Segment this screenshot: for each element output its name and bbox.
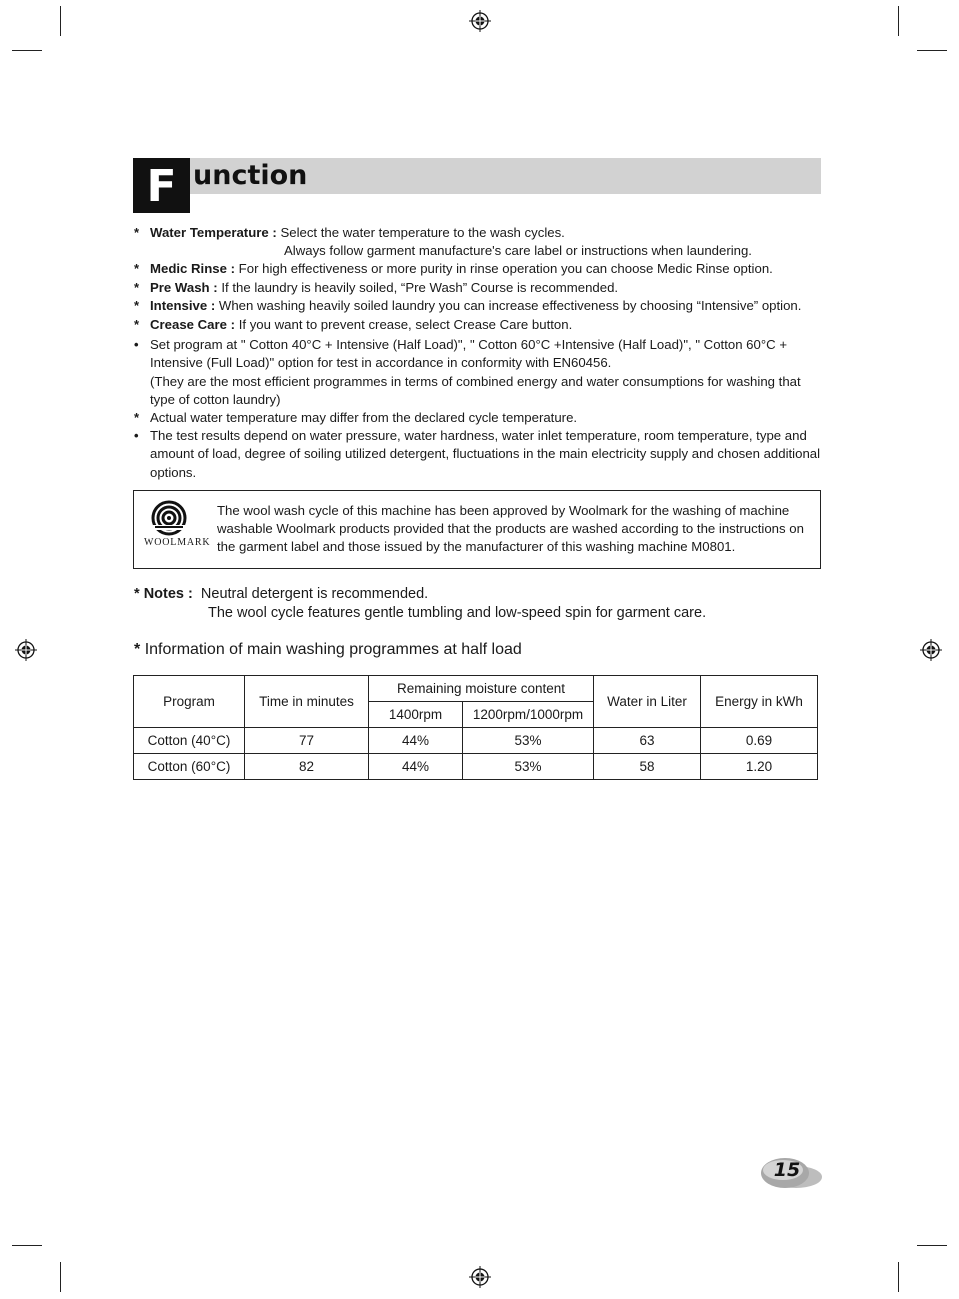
header-energy: Energy in kWh bbox=[701, 676, 818, 728]
notes-label: Notes : bbox=[143, 586, 193, 602]
registration-mark-icon bbox=[920, 639, 942, 661]
header-1400rpm: 1400rpm bbox=[369, 702, 463, 728]
header-program: Program bbox=[134, 676, 245, 728]
item-text: Select the water temperature to the wash cycles. bbox=[276, 225, 565, 240]
table-row bbox=[134, 728, 818, 754]
bullet: * bbox=[134, 261, 140, 277]
bullet: * bbox=[134, 317, 140, 333]
title-initial: F bbox=[133, 158, 190, 213]
item-text: If you want to prevent crease, select Crease Care button. bbox=[235, 317, 573, 333]
notes-line1: Neutral detergent is recommended. bbox=[200, 586, 429, 602]
woolmark-logo-icon bbox=[151, 500, 187, 536]
item-text: If the laundry is heavily soiled, “Pre Wash” Course is recommended. bbox=[217, 279, 619, 295]
cell-moisture-1200: 53% bbox=[463, 754, 594, 780]
list-item bbox=[134, 279, 824, 297]
notes-line2: The wool cycle features gentle tumbling and low-speed spin for garment care. bbox=[208, 604, 707, 621]
crop-mark bbox=[60, 6, 61, 36]
cell-program: Cotton (40°C) bbox=[134, 728, 245, 754]
woolmark-logo-label: WOOLMARK bbox=[144, 537, 211, 548]
woolmark-text: The wool wash cycle of this machine has been approved by Woolmark for the washing of machine washable Woolmark products provided that the products are washed according to the instructions on the garment label and those issued by the manufacturer of this washing machine M0801. bbox=[217, 503, 804, 555]
cell-program: Cotton (60°C) bbox=[134, 754, 245, 780]
cell-time: 77 bbox=[245, 728, 369, 754]
cell-energy: 0.69 bbox=[701, 728, 818, 754]
heading-bullet: * bbox=[134, 641, 141, 658]
item-label: Water Temperature : bbox=[150, 225, 277, 240]
bullet: • bbox=[134, 428, 139, 444]
cell-time: 82 bbox=[245, 754, 369, 780]
cell-moisture-1200: 53% bbox=[463, 728, 594, 754]
table-row bbox=[134, 754, 818, 780]
item-text: For high effectiveness or more purity in rinse operation you can choose Medic Rinse option. bbox=[235, 261, 773, 277]
cell-water: 63 bbox=[594, 728, 701, 754]
list-item bbox=[134, 336, 824, 372]
bullet: • bbox=[134, 337, 139, 353]
page-title: unction bbox=[193, 160, 308, 191]
crop-mark bbox=[917, 50, 947, 51]
crop-mark bbox=[917, 1245, 947, 1246]
heading-text: Information of main washing programmes at half load bbox=[144, 641, 522, 658]
cell-water: 58 bbox=[594, 754, 701, 780]
header-1200rpm: 1200rpm/1000rpm bbox=[463, 702, 594, 728]
list-item bbox=[134, 427, 824, 482]
list-item bbox=[134, 224, 824, 242]
programme-table bbox=[133, 675, 818, 780]
item-text: (They are the most efficient programmes in terms of combined energy and water consumptions for washing that type of cotton laundry) bbox=[150, 373, 801, 407]
crop-mark bbox=[12, 50, 42, 51]
cell-moisture-1400: 44% bbox=[369, 728, 463, 754]
item-label: Medic Rinse : bbox=[150, 261, 236, 277]
bullet: * bbox=[134, 225, 140, 240]
item-text: Set program at " Cotton 40°C + Intensive (Half Load)", " Cotton 60°C +Intensive (Half Load)", " Cotton 60°C + Intensive (Full Load)" option for test in accordance in conformity with EN60456. bbox=[150, 337, 788, 371]
crop-mark bbox=[12, 1245, 42, 1246]
list-item bbox=[134, 242, 824, 260]
page-number: 15 bbox=[773, 1159, 801, 1181]
header-moisture: Remaining moisture content bbox=[369, 676, 594, 702]
item-label: Crease Care : bbox=[150, 317, 236, 333]
list-item bbox=[134, 297, 824, 315]
crop-mark bbox=[60, 1262, 61, 1292]
notes-bullet: * bbox=[134, 586, 140, 602]
item-text: When washing heavily soiled laundry you can increase effectiveness by choosing “Intensive” option. bbox=[215, 297, 802, 313]
item-text: Always follow garment manufacture's care label or instructions when laundering. bbox=[284, 243, 752, 259]
bullet: * bbox=[134, 410, 140, 426]
registration-mark-icon bbox=[469, 1266, 491, 1288]
bullet: * bbox=[134, 279, 140, 295]
table-header-row bbox=[134, 676, 818, 702]
registration-mark-icon bbox=[469, 10, 491, 32]
header-time: Time in minutes bbox=[245, 676, 369, 728]
crop-mark bbox=[898, 6, 899, 36]
cell-energy: 1.20 bbox=[701, 754, 818, 780]
list-item bbox=[134, 260, 824, 278]
item-label: Pre Wash : bbox=[150, 279, 218, 295]
list-item bbox=[134, 373, 824, 409]
bullet: * bbox=[134, 297, 140, 313]
notes bbox=[134, 585, 706, 622]
notes-line bbox=[134, 585, 706, 604]
crop-mark bbox=[898, 1262, 899, 1292]
woolmark-box bbox=[133, 490, 821, 569]
item-label: Intensive : bbox=[150, 297, 216, 313]
registration-mark-icon bbox=[15, 639, 37, 661]
list-item bbox=[134, 316, 824, 334]
function-descriptions bbox=[134, 224, 824, 482]
cell-moisture-1400: 44% bbox=[369, 754, 463, 780]
header-water: Water in Liter bbox=[594, 676, 701, 728]
list-item bbox=[134, 409, 824, 427]
section-heading bbox=[134, 641, 522, 659]
item-text: Actual water temperature may differ from the declared cycle temperature. bbox=[150, 410, 578, 426]
item-text: The test results depend on water pressure, water hardness, water inlet temperature, room temperature, type and amount of load, degree of soiling utilized detergent, fluctuations in the main electricity supply and chosen additional options. bbox=[150, 428, 821, 480]
